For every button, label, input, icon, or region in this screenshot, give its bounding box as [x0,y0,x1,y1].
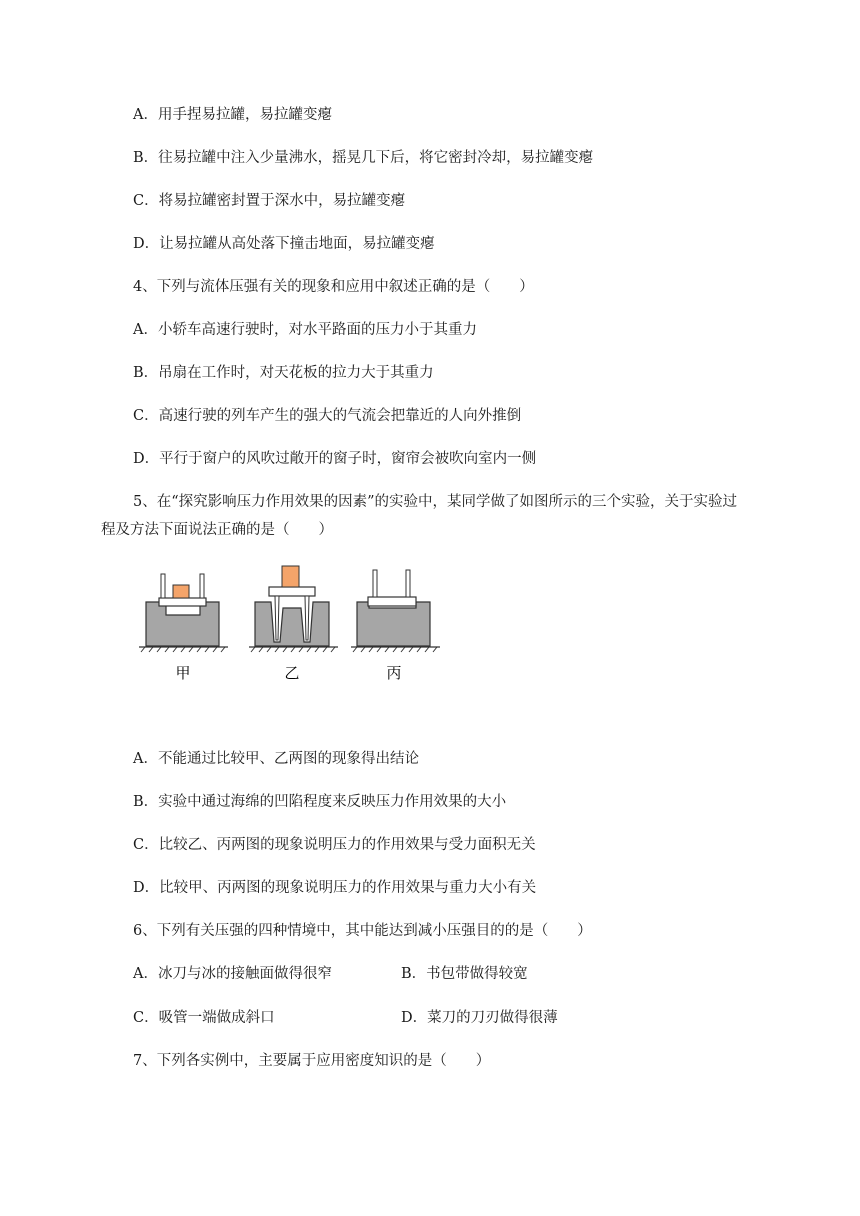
table-leg-yi-left [275,596,279,640]
q3-option-c: C．将易拉罐密封置于深水中，易拉罐变瘪 [133,193,406,209]
figure-bing [351,570,440,652]
q4-option-b: B．吊扇在工作时，对天花板的拉力大于其重力 [133,365,434,381]
sponge-yi [255,602,329,646]
table-leg-bing-left [373,570,377,597]
label-bing: 丙 [386,664,402,682]
sponge-bing [357,602,430,646]
q6-option-b: B．书包带做得较宽 [401,966,528,982]
q7-stem: 7、下列各实例中，主要属于应用密度知识的是（ ） [133,1053,491,1069]
q5-stem-line2: 程及方法下面说法正确的是（ ） [101,522,333,538]
q4-stem: 4、下列与流体压强有关的现象和应用中叙述正确的是（ ） [133,279,534,295]
q3-option-b: B．往易拉罐中注入少量沸水，摇晃几下后，将它密封冷却，易拉罐变瘪 [133,150,594,166]
q5-option-d: D．比较甲、丙两图的现象说明压力的作用效果与重力大小有关 [133,880,537,896]
q6-stem: 6、下列有关压强的四种情境中，其中能达到减小压强目的的是（ ） [133,923,592,939]
q4-option-a: A．小轿车高速行驶时，对水平路面的压力小于其重力 [133,322,477,338]
ground-hatching-bing [353,647,437,652]
label-yi: 乙 [284,664,300,682]
label-jia: 甲 [175,664,191,682]
ground-hatching-yi [251,647,335,652]
q6-option-d: D．菜刀的刀刃做得很薄 [401,1010,558,1026]
q5-option-a: A．不能通过比较甲、乙两图的现象得出结论 [133,751,419,767]
table-leg-jia-right [200,574,204,598]
q4-option-c: C．高速行驶的列车产生的强大的气流会把靠近的人向外推倒 [133,408,522,424]
table-leg-yi-right [305,596,309,640]
q5-option-b: B．实验中通过海绵的凹陷程度来反映压力作用效果的大小 [133,794,507,810]
sponge-jia [146,602,219,646]
ground-hatching-jia [141,647,225,652]
q3-option-a: A．用手捏易拉罐，易拉罐变瘪 [133,107,332,123]
weight-yi [282,566,299,587]
table-leg-bing-right [406,570,410,597]
figure-yi [249,566,338,652]
q5-option-c: C．比较乙、丙两图的现象说明压力的作用效果与受力面积无关 [133,837,536,853]
table-leg-jia-left [161,574,165,598]
q5-stem-line1: 5、在“探究影响压力作用效果的因素”的实验中，某同学做了如图所示的三个实验，关于实验过 [133,494,738,510]
q3-option-d: D．让易拉罐从高处落下撞击地面，易拉罐变瘪 [133,236,435,252]
figure-jia [139,574,228,652]
sponge-experiment-diagram [133,560,443,690]
q6-option-a: A．冰刀与冰的接触面做得很窄 [133,966,332,982]
q6-option-c: C．吸管一端做成斜口 [133,1010,275,1026]
weight-jia [173,585,189,598]
q4-option-d: D．平行于窗户的风吹过敞开的窗子时，窗帘会被吹向室内一侧 [133,451,537,467]
small-table-bing [368,597,416,606]
small-table-jia [159,598,206,606]
q5-figure [133,560,443,690]
small-table-yi [269,587,315,596]
